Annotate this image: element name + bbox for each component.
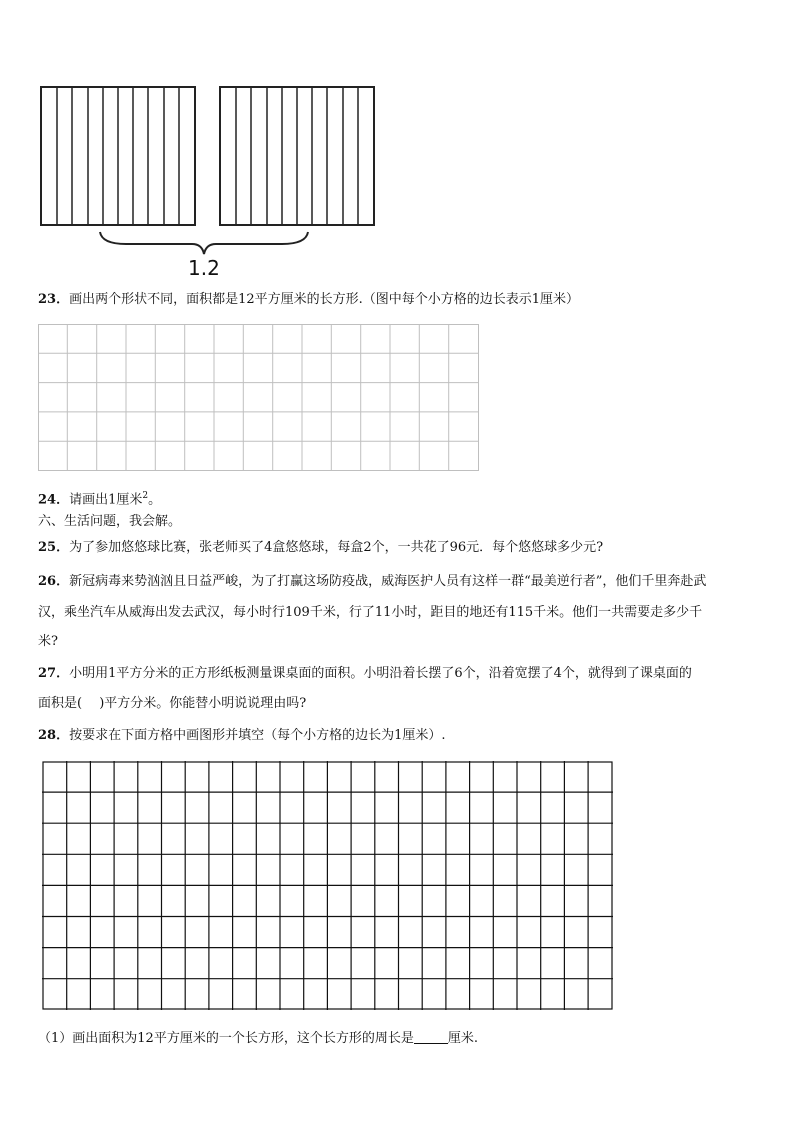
figure-label: 1.2 [188, 256, 220, 280]
question-28-sub1 [38, 1029, 478, 1049]
question-25 [38, 538, 603, 558]
tenths-square-right [219, 86, 375, 226]
tenths-square-left [40, 86, 196, 226]
question-number: 23． [38, 292, 70, 307]
question-number: 25． [38, 540, 70, 555]
question-number: 27． [38, 666, 70, 681]
sub1-unit: 厘米. [447, 1031, 478, 1046]
grid-q23[interactable] [38, 324, 480, 472]
question-text-line1: 小明用1平方分米的正方形纸板测量课桌面的面积。小明沿着长摆了6个，沿着宽摆了4个，就得到了课桌面的 [69, 666, 692, 681]
brace [96, 228, 316, 258]
tenths-stripes-right [221, 88, 373, 224]
question-28 [38, 726, 446, 746]
question-27-line2: 面积是( )平方分米。你能替小明说说理由吗? [38, 696, 307, 711]
question-end: 。 [148, 492, 162, 508]
question-26 [38, 572, 706, 592]
question-number: 26． [38, 574, 70, 589]
question-text: 请画出1厘米 [69, 492, 143, 508]
question-26-line3: 米? [38, 634, 58, 649]
sub1-text: （1）画出面积为12平方厘米的一个长方形，这个长方形的周长是 [38, 1031, 414, 1046]
question-number: 28． [38, 728, 70, 743]
question-24 [38, 486, 161, 510]
question-27 [38, 664, 692, 684]
question-number: 24． [38, 492, 70, 508]
question-26-line2: 汉，乘坐汽车从威海出发去武汉，每小时行109千米，行了11小时，距目的地还有115千米。他们一共需要走多少千 [38, 605, 703, 620]
question-text: 画出两个形状不同，面积都是12平方厘米的长方形.（图中每个小方格的边长表示1厘米） [69, 292, 580, 307]
question-text: 为了参加悠悠球比赛，张老师买了4盒悠悠球，每盒2个，一共花了96元．每个悠悠球多少元? [69, 540, 604, 555]
superscript: 2 [142, 491, 149, 501]
tenths-stripes-left [42, 88, 194, 224]
question-text-line1: 新冠病毒来势汹汹且日益严峻，为了打赢这场防疫战，威海医护人员有这样一群“最美逆行者”，他们千里奔赴武 [69, 574, 707, 589]
section-heading: 六、生活问题，我会解。 [38, 514, 182, 529]
answer-blank[interactable] [414, 1029, 448, 1044]
question-text: 按要求在下面方格中画图形并填空（每个小方格的边长为1厘米）. [69, 728, 446, 743]
question-23 [38, 290, 579, 310]
grid-q28[interactable] [42, 761, 614, 1011]
